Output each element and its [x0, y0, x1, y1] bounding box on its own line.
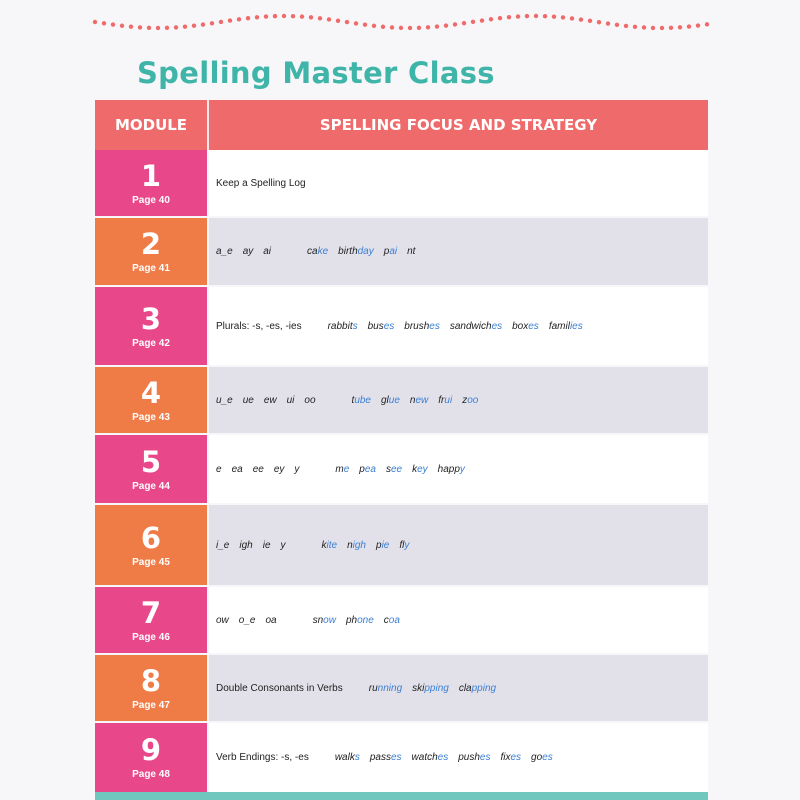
example-word — [404, 321, 440, 332]
wave-dot — [246, 16, 250, 20]
module-page: Page 42 — [132, 337, 170, 349]
word-ending: es — [390, 752, 402, 763]
example-word — [512, 321, 539, 332]
table-row — [95, 587, 708, 653]
wave-dot — [345, 20, 349, 24]
word-stem: nt — [407, 246, 416, 257]
module-cell — [95, 150, 207, 216]
spelling-pattern: ie — [262, 539, 271, 551]
word-ending: oo — [467, 394, 479, 406]
table-header — [95, 100, 708, 150]
wave-dot — [696, 23, 700, 27]
wave-dot — [606, 21, 610, 25]
example-word — [328, 321, 358, 332]
word-ending: ey — [417, 463, 428, 475]
wave-dot — [372, 24, 376, 28]
word-stem: k — [412, 463, 418, 475]
header-module: MODULE — [114, 116, 188, 134]
word-ending: e — [343, 463, 350, 475]
module-cell — [95, 435, 207, 503]
page-title: Spelling Master Class — [137, 56, 495, 90]
wave-dot — [183, 24, 187, 28]
table-row — [95, 655, 708, 721]
module-page: Page 45 — [132, 556, 170, 568]
wave-dot — [552, 14, 556, 18]
focus-text: Verb Endings: -s, -es — [216, 752, 309, 763]
module-cell — [95, 587, 207, 653]
spelling-pattern: ai — [263, 246, 272, 257]
word-stem: ski — [412, 682, 425, 694]
wave-dot — [561, 15, 565, 19]
word-ending: y — [459, 463, 465, 475]
wave-dot — [318, 16, 322, 20]
wave-dot — [282, 14, 286, 18]
wave-dot — [579, 17, 583, 21]
example-word — [410, 395, 428, 406]
bottom-bar — [95, 792, 708, 800]
wave-dot — [174, 25, 178, 29]
focus-cell — [209, 505, 708, 585]
word-stem: sn — [312, 614, 324, 626]
example-word — [335, 464, 349, 475]
example-word — [369, 683, 402, 694]
header-focus: SPELLING FOCUS AND STRATEGY — [319, 116, 598, 134]
wave-dot — [498, 16, 502, 20]
module-cell — [95, 723, 207, 792]
module-number: 3 — [140, 301, 162, 336]
wave-dot — [570, 16, 574, 20]
wave-dot — [669, 26, 673, 30]
word-stem: famil — [548, 320, 570, 332]
spelling-pattern: i_e — [216, 539, 230, 551]
table-row — [95, 505, 708, 585]
focus-text: Plurals: -s, -es, -ies — [216, 320, 302, 332]
table-row — [95, 150, 708, 216]
word-stem: walk — [334, 752, 355, 763]
word-ending: es — [479, 752, 491, 763]
focus-cell — [209, 287, 708, 365]
example-word — [459, 683, 496, 694]
module-page: Page 43 — [132, 411, 170, 423]
word-stem: n — [409, 394, 416, 406]
wave-dot — [201, 22, 205, 26]
module-page: Page 44 — [132, 480, 170, 492]
example-word — [450, 321, 502, 332]
example-word — [322, 540, 338, 551]
word-stem: n — [347, 539, 353, 551]
word-ending: es — [510, 752, 522, 763]
word-stem: go — [531, 752, 543, 763]
word-ending: ke — [317, 246, 329, 257]
wave-dot — [597, 20, 601, 24]
spelling-pattern: a_e — [216, 246, 233, 257]
example-word — [338, 246, 374, 257]
focus-text: Double Consonants in Verbs — [216, 682, 343, 694]
example-word — [384, 615, 400, 626]
word-ending: es — [437, 752, 449, 763]
word-ending: day — [357, 246, 374, 257]
table-row — [95, 435, 708, 503]
wave-dot — [138, 25, 142, 29]
wave-dot — [102, 21, 106, 25]
word-stem: ph — [345, 614, 358, 626]
example-word — [458, 752, 490, 763]
word-stem: m — [335, 463, 344, 475]
example-word — [346, 615, 374, 626]
wave-dot — [93, 20, 97, 24]
word-ending: ies — [569, 320, 583, 332]
module-page: Page 41 — [132, 263, 170, 274]
wave-dot — [228, 18, 232, 22]
wave-dot — [615, 23, 619, 27]
table-row — [95, 287, 708, 365]
word-ending: ai — [389, 246, 398, 257]
example-word — [386, 464, 402, 475]
spelling-pattern: ow — [216, 614, 229, 626]
module-page: Page 47 — [132, 699, 170, 711]
focus-text: Keep a Spelling Log — [216, 177, 306, 189]
wave-dot — [642, 25, 646, 29]
wave-dot — [390, 25, 394, 29]
word-ending: es — [383, 320, 395, 332]
example-word — [549, 321, 583, 332]
wave-dot — [336, 19, 340, 23]
wave-dot — [399, 26, 403, 30]
word-ending: ee — [390, 463, 403, 475]
example-word — [412, 464, 428, 475]
example-word — [412, 752, 449, 763]
word-ending: es — [542, 752, 553, 763]
word-ending: pping — [471, 682, 497, 694]
example-word — [407, 246, 415, 257]
wave-dot — [192, 24, 196, 28]
module-number: 2 — [140, 227, 162, 261]
word-stem: sandwich — [449, 320, 492, 332]
word-ending: ow — [323, 614, 336, 626]
spelling-pattern: igh — [239, 539, 253, 551]
word-ending: one — [357, 614, 374, 626]
example-word — [313, 615, 336, 626]
example-word — [438, 464, 465, 475]
word-stem: ca — [307, 246, 318, 257]
example-word — [412, 683, 449, 694]
wave-dot — [633, 25, 637, 29]
wave-dot — [705, 22, 709, 26]
word-stem: p — [376, 539, 382, 551]
spelling-pattern: ew — [263, 394, 277, 406]
wave-dot — [417, 26, 421, 30]
word-stem: ru — [368, 682, 378, 694]
spelling-pattern: o_e — [238, 614, 256, 626]
word-ending: y — [404, 539, 410, 551]
word-ending: nning — [377, 682, 403, 694]
wave-dot — [165, 26, 169, 30]
wave-dot — [660, 26, 664, 30]
focus-cell — [209, 723, 708, 792]
wave-dot — [678, 25, 682, 29]
word-ending: es — [528, 320, 539, 332]
wave-dot — [147, 26, 151, 30]
example-word — [352, 395, 371, 406]
word-stem: s — [385, 463, 391, 475]
spelling-pattern: ey — [273, 463, 285, 475]
focus-cell — [209, 367, 708, 433]
wave-dot — [534, 14, 538, 18]
wave-dot — [687, 24, 691, 28]
module-number: 4 — [140, 375, 162, 410]
module-number: 7 — [140, 595, 162, 630]
word-stem: birth — [338, 246, 358, 257]
wave-dot — [444, 23, 448, 27]
wave-dot — [381, 25, 385, 29]
example-word — [370, 752, 402, 763]
focus-cell — [209, 218, 708, 285]
example-word — [462, 395, 478, 406]
example-word — [438, 395, 452, 406]
wave-dot — [300, 14, 304, 18]
word-stem: bus — [367, 320, 384, 332]
module-cell — [95, 287, 207, 365]
word-ending: ea — [364, 463, 376, 475]
spelling-pattern: ue — [242, 394, 254, 406]
spelling-pattern: ay — [242, 246, 254, 257]
wave-dot — [525, 14, 529, 18]
word-stem: t — [351, 394, 355, 406]
word-ending: s — [352, 320, 358, 332]
wave-dot — [273, 14, 277, 18]
word-stem: gl — [381, 394, 389, 406]
word-stem: brush — [404, 320, 430, 332]
word-ending: ube — [354, 394, 371, 406]
word-ending: ie — [381, 539, 390, 551]
wave-dot — [363, 23, 367, 27]
example-word — [335, 752, 360, 763]
word-stem: p — [383, 246, 390, 257]
module-cell — [95, 218, 207, 285]
word-ending: pping — [424, 682, 449, 694]
word-ending: es — [491, 320, 503, 332]
word-stem: fr — [438, 394, 445, 406]
table-row — [95, 218, 708, 285]
word-stem: rabbit — [327, 320, 353, 332]
wave-dot — [219, 20, 223, 24]
example-word — [500, 752, 521, 763]
word-stem: p — [359, 463, 365, 475]
example-word — [359, 464, 376, 475]
example-word — [347, 540, 366, 551]
focus-cell — [209, 435, 708, 503]
wave-dot — [408, 26, 412, 30]
module-number: 6 — [140, 520, 162, 555]
spelling-table — [95, 100, 708, 800]
example-word — [531, 752, 553, 763]
wave-dot — [480, 18, 484, 22]
wave-dot — [120, 24, 124, 28]
wave-dot — [264, 14, 268, 18]
wave-dot — [462, 21, 466, 25]
spelling-pattern: oa — [265, 614, 277, 626]
spelling-pattern: y — [294, 463, 300, 475]
wave-dot — [453, 22, 457, 26]
wave-dot — [471, 20, 475, 24]
spelling-pattern: u_e — [216, 394, 233, 406]
focus-cell — [209, 587, 708, 653]
wave-dot — [624, 24, 628, 28]
wave-dot — [129, 24, 133, 28]
wave-dot — [291, 14, 295, 18]
example-word — [384, 246, 397, 257]
example-word — [307, 246, 328, 257]
word-stem: cla — [458, 682, 472, 694]
word-stem: pass — [369, 752, 391, 763]
module-number: 1 — [140, 158, 162, 193]
word-stem: watch — [411, 752, 438, 763]
word-stem: push — [458, 752, 480, 763]
wave-dot — [516, 14, 520, 18]
spelling-pattern: y — [280, 539, 286, 551]
module-cell — [95, 367, 207, 433]
wave-dot — [588, 19, 592, 23]
wave-dot — [156, 26, 160, 30]
word-stem: z — [462, 394, 468, 406]
module-number: 8 — [140, 663, 162, 698]
wave-dot — [543, 14, 547, 18]
table-row — [95, 723, 708, 792]
example-word — [381, 395, 400, 406]
focus-cell — [209, 150, 708, 216]
focus-cell — [209, 655, 708, 721]
word-ending: es — [429, 320, 440, 332]
spelling-pattern: ee — [252, 463, 264, 475]
word-stem: happ — [437, 463, 460, 475]
spelling-pattern: oo — [304, 394, 316, 406]
wave-dot — [489, 17, 493, 21]
module-number: 9 — [140, 733, 162, 767]
wave-dot — [426, 25, 430, 29]
example-word — [376, 540, 389, 551]
wave-dot — [354, 21, 358, 25]
wave-dot — [309, 15, 313, 19]
wave-dot — [210, 21, 214, 25]
word-stem: box — [512, 320, 529, 332]
spelling-pattern: ea — [231, 463, 243, 475]
word-ending: ew — [415, 394, 429, 406]
module-page: Page 48 — [132, 769, 170, 780]
module-cell — [95, 655, 207, 721]
module-page: Page 46 — [132, 631, 170, 643]
wave-dot — [435, 24, 439, 28]
wave-dot — [237, 17, 241, 21]
word-ending: oa — [388, 614, 400, 626]
example-word — [399, 540, 409, 551]
spelling-pattern: e — [216, 463, 222, 475]
word-ending: ui — [444, 394, 453, 406]
dotted-wave-border — [0, 0, 800, 40]
example-word — [368, 321, 395, 332]
module-cell — [95, 505, 207, 585]
wave-dot — [651, 26, 655, 30]
table-row — [95, 367, 708, 433]
wave-dot — [111, 22, 115, 26]
word-stem: fl — [399, 539, 405, 551]
word-ending: s — [354, 752, 360, 763]
word-ending: igh — [352, 539, 366, 551]
wave-dot — [327, 17, 331, 21]
word-stem: c — [383, 614, 389, 626]
module-page: Page 40 — [132, 194, 170, 206]
word-ending: ue — [388, 394, 400, 406]
word-stem: fix — [500, 752, 511, 763]
wave-dot — [507, 15, 511, 19]
word-ending: ite — [326, 539, 338, 551]
word-stem: k — [321, 539, 327, 551]
spelling-pattern: ui — [286, 394, 295, 406]
module-number: 5 — [140, 444, 162, 479]
wave-dot — [255, 15, 259, 19]
